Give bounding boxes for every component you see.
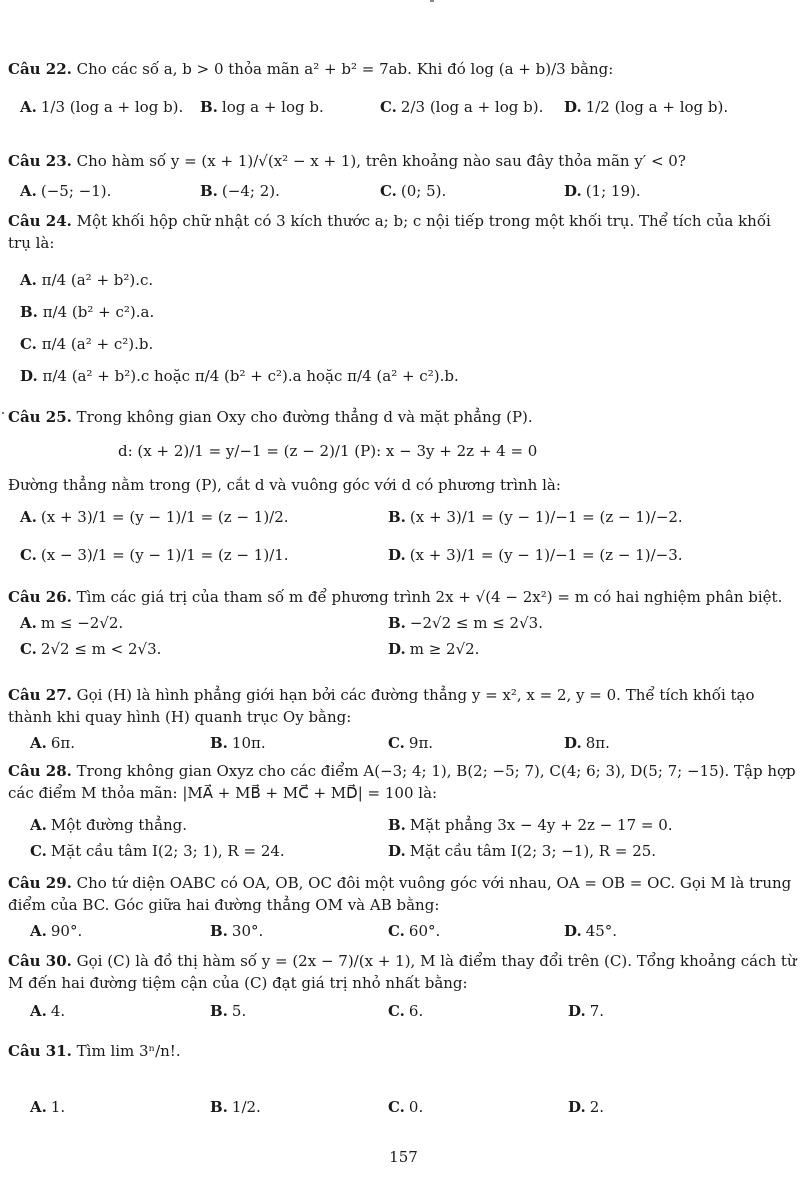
- option-b: B. (−4; 2).: [200, 182, 280, 200]
- option-b: B. 5.: [210, 1002, 247, 1020]
- question-text: Tìm các giá trị của tham số m để phương trình 2x + √(4 − 2x²) = m có hai nghiệm phân biệt.: [76, 588, 783, 606]
- question-label: Câu 23.: [8, 152, 72, 170]
- question-label: Câu 26.: [8, 588, 72, 606]
- option-b: B. log a + log b.: [200, 98, 324, 116]
- option-a: A. 1.: [30, 1098, 66, 1116]
- question-text: Cho tứ diện OABC có OA, OB, OC đôi một vuông góc với nhau, OA = OB = OC. Gọi M là trung điểm của BC. Góc giữa hai đường thẳng OM và AB bằng:: [8, 874, 792, 914]
- question-label: Câu 22.: [8, 60, 72, 78]
- question-26: [8, 586, 798, 664]
- option-c: C. (0; 5).: [380, 182, 447, 200]
- option-a: A. (−5; −1).: [20, 182, 112, 200]
- question-text: Gọi (H) là hình phẳng giới hạn bởi các đường thẳng y = x², x = 2, y = 0. Thể tích khối tạo thành khi quay hình (H) quanh trục Oy bằng:: [8, 686, 755, 726]
- question-label: Câu 28.: [8, 762, 72, 780]
- question-text: Cho các số a, b > 0 thỏa mãn a² + b² = 7ab. Khi đó log (a + b)/3 bằng:: [76, 60, 614, 78]
- option-a: A. π/4 (a² + b²).c.: [20, 271, 154, 289]
- question-29: [8, 872, 798, 946]
- option-d: D. π/4 (a² + b²).c hoặc π/4 (b² + c²).a hoặc π/4 (a² + c²).b.: [20, 367, 459, 385]
- question-22: [8, 58, 798, 122]
- question-subtext: Đường thẳng nằm trong (P), cắt d và vuông góc với d có phương trình là:: [8, 476, 561, 494]
- option-a: A. 4.: [30, 1002, 66, 1020]
- question-text: Một khối hộp chữ nhật có 3 kích thước a; b; c nội tiếp trong một khối trụ. Thể tích của khối trụ là:: [8, 212, 771, 252]
- option-a: A. 1/3 (log a + log b).: [20, 98, 184, 116]
- top-edge-mark: [430, 0, 434, 2]
- option-b: B. Mặt phẳng 3x − 4y + 2z − 17 = 0.: [388, 816, 673, 834]
- question-28: [8, 760, 798, 866]
- option-b: B. −2√2 ≤ m ≤ 2√3.: [388, 614, 543, 632]
- options-row: [8, 180, 798, 206]
- question-label: Câu 29.: [8, 874, 72, 892]
- option-c: C. 60°.: [388, 922, 441, 940]
- question-label: Câu 27.: [8, 686, 72, 704]
- question-30: [8, 950, 798, 1026]
- question-text: Tìm lim 3ⁿ/n!.: [76, 1042, 181, 1060]
- options-row: [8, 506, 798, 532]
- question-27: [8, 684, 798, 758]
- option-a: A. 90°.: [30, 922, 83, 940]
- question-24: [8, 210, 798, 392]
- option-d: D. 2.: [568, 1098, 605, 1116]
- question-31: [8, 1040, 798, 1122]
- option-c: C. 0.: [388, 1098, 424, 1116]
- options-row: [8, 96, 798, 122]
- options-row: [8, 638, 798, 664]
- option-d: D. 45°.: [564, 922, 618, 940]
- question-label: Câu 30.: [8, 952, 72, 970]
- option-b: B. 10π.: [210, 734, 266, 752]
- option-d: D. 7.: [568, 1002, 605, 1020]
- option-a: A. Một đường thẳng.: [30, 816, 188, 834]
- option-c: C. 2√2 ≤ m < 2√3.: [20, 640, 162, 658]
- option-d: D. Mặt cầu tâm I(2; 3; −1), R = 25.: [388, 842, 657, 860]
- margin-dot: [2, 412, 4, 414]
- options-row: [8, 814, 798, 840]
- question-text: Gọi (C) là đồ thị hàm số y = (2x − 7)/(x + 1), M là điểm thay đổi trên (C). Tổng khoảng cách từ M đến hai đường tiệm cận của (C) đạt giá trị nhỏ nhất bằng:: [8, 952, 797, 992]
- options-list: [8, 264, 798, 392]
- options-row: [8, 544, 798, 570]
- question-label: Câu 31.: [8, 1042, 72, 1060]
- question-23: [8, 150, 798, 206]
- option-c: C. 9π.: [388, 734, 434, 752]
- option-b: B. 1/2.: [210, 1098, 261, 1116]
- given-equations: d: (x + 2)/1 = y/−1 = (z − 2)/1 (P): x − 3y + 2z + 4 = 0: [118, 442, 538, 460]
- options-row: [8, 1000, 798, 1026]
- options-row: [8, 612, 798, 638]
- page-number: 157: [389, 1148, 418, 1166]
- option-b: B. π/4 (b² + c²).a.: [20, 303, 155, 321]
- option-b: B. 30°.: [210, 922, 264, 940]
- options-row: [8, 732, 798, 758]
- option-c: C. (x − 3)/1 = (y − 1)/1 = (z − 1)/1.: [20, 546, 289, 564]
- question-label: Câu 25.: [8, 408, 72, 426]
- question-25: [8, 406, 798, 570]
- option-d: D. (1; 19).: [564, 182, 641, 200]
- option-a: A. (x + 3)/1 = (y − 1)/1 = (z − 1)/2.: [20, 508, 289, 526]
- option-a: A. 6π.: [30, 734, 76, 752]
- option-c: C. 2/3 (log a + log b).: [380, 98, 544, 116]
- options-row: [8, 840, 798, 866]
- option-d: D. (x + 3)/1 = (y − 1)/−1 = (z − 1)/−3.: [388, 546, 683, 564]
- options-row: [8, 920, 798, 946]
- option-a: A. m ≤ −2√2.: [20, 614, 124, 632]
- question-text: Trong không gian Oxy cho đường thẳng d và mặt phẳng (P).: [76, 408, 533, 426]
- options-row: [8, 1096, 798, 1122]
- question-label: Câu 24.: [8, 212, 72, 230]
- option-c: C. π/4 (a² + c²).b.: [20, 335, 154, 353]
- option-d: D. 8π.: [564, 734, 610, 752]
- option-d: D. m ≥ 2√2.: [388, 640, 480, 658]
- option-b: B. (x + 3)/1 = (y − 1)/−1 = (z − 1)/−2.: [388, 508, 683, 526]
- question-text: Trong không gian Oxyz cho các điểm A(−3; 4; 1), B(2; −5; 7), C(4; 6; 3), D(5; 7; −15). Tập hợp các điểm M thỏa mãn: |MA⃗ + MB⃗ + MC⃗ + MD⃗| = 100 là:: [8, 762, 796, 802]
- option-d: D. 1/2 (log a + log b).: [564, 98, 729, 116]
- option-c: C. Mặt cầu tâm I(2; 3; 1), R = 24.: [30, 842, 285, 860]
- option-c: C. 6.: [388, 1002, 424, 1020]
- question-text: Cho hàm số y = (x + 1)/√(x² − x + 1), trên khoảng nào sau đây thỏa mãn y′ < 0?: [76, 152, 686, 170]
